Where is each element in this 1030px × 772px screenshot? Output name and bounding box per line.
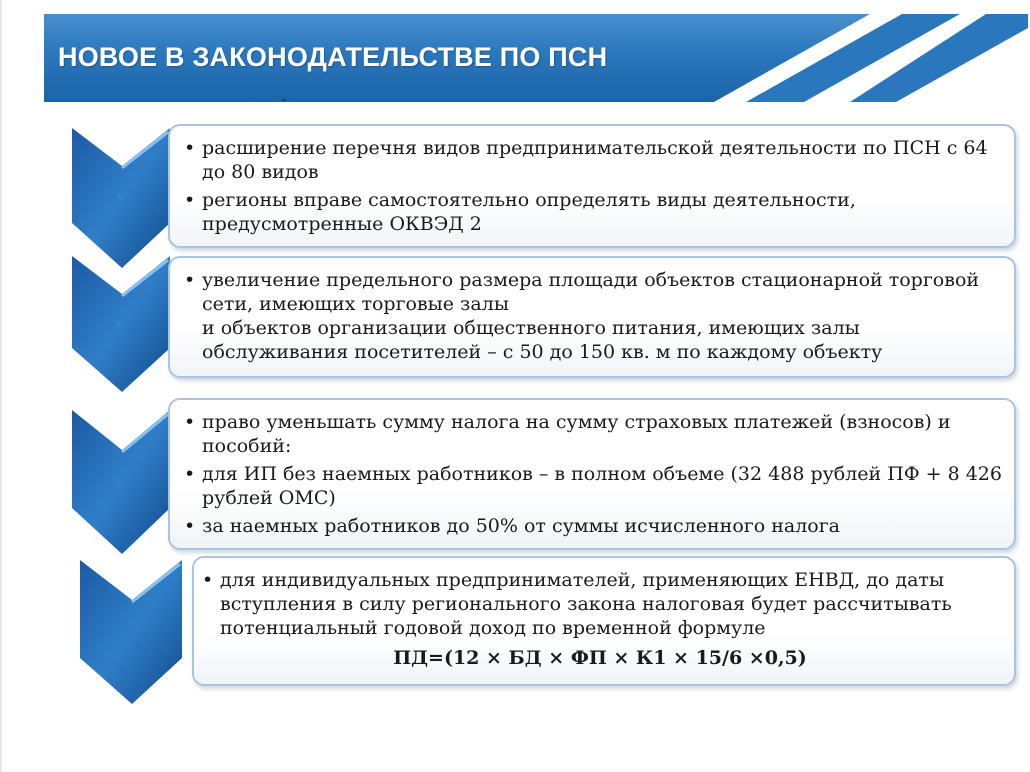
- bullet-list: [198, 568, 1002, 640]
- list-item: • право уменьшать сумму налога на сумму страховых платежей (взносов) и пособий:: [180, 410, 1004, 458]
- chevron-down-icon-4: [80, 560, 184, 708]
- list-item: • для индивидуальных предпринимателей, применяющих ЕНВД, до даты вступления в силу регионального закона налоговая будет рассчитывать потенциальный годовой доход по временной формуле: [198, 568, 1002, 640]
- chevron-down-icon-2: [72, 256, 172, 396]
- header-banner: [44, 14, 1028, 106]
- page-title: НОВОЕ В ЗАКОНОДАТЕЛЬСТВЕ ПО ПСН: [58, 42, 608, 72]
- list-item: • за наемных работников до 50% от суммы исчисленного налога: [180, 514, 1004, 538]
- chevron-mark-3: -: [118, 478, 122, 488]
- info-block-2: [168, 256, 1016, 378]
- bullet-list: [180, 410, 1004, 538]
- chevron-mark-2: -: [118, 320, 122, 330]
- header-dash: -: [281, 92, 287, 108]
- chevron-down-icon-1: [72, 128, 172, 273]
- chevron-mark-1: -: [118, 192, 122, 202]
- page-edge: [0, 0, 2, 772]
- info-block-3: [168, 398, 1016, 550]
- list-item: • расширение перечня видов предпринимательской деятельности по ПСН с 64 до 80 видов: [180, 136, 1004, 184]
- list-item: • для ИП без наемных работников – в полном объеме (32 488 рублей ПФ + 8 426 рублей ОМС): [180, 462, 1004, 510]
- bullet-list: [180, 268, 1004, 316]
- info-block-1: [168, 124, 1016, 248]
- list-item: • увеличение предельного размера площади объектов стационарной торговой сети, имеющих торговые залы: [180, 268, 1004, 316]
- chevron-down-icon-3: [72, 410, 172, 558]
- continuation-text: и объектов организации общественного питания, имеющих залы обслуживания посетителей – с 50 до 150 кв. м по каждому объекту: [202, 317, 883, 363]
- bullet-list: [180, 136, 1004, 236]
- list-item: • регионы вправе самостоятельно определять виды деятельности, предусмотренные ОКВЭД 2: [180, 188, 1004, 236]
- formula-text: ПД=(12 × БД × ФП × К1 × 15/6 ×0,5): [393, 647, 807, 669]
- info-block-4: [192, 556, 1016, 686]
